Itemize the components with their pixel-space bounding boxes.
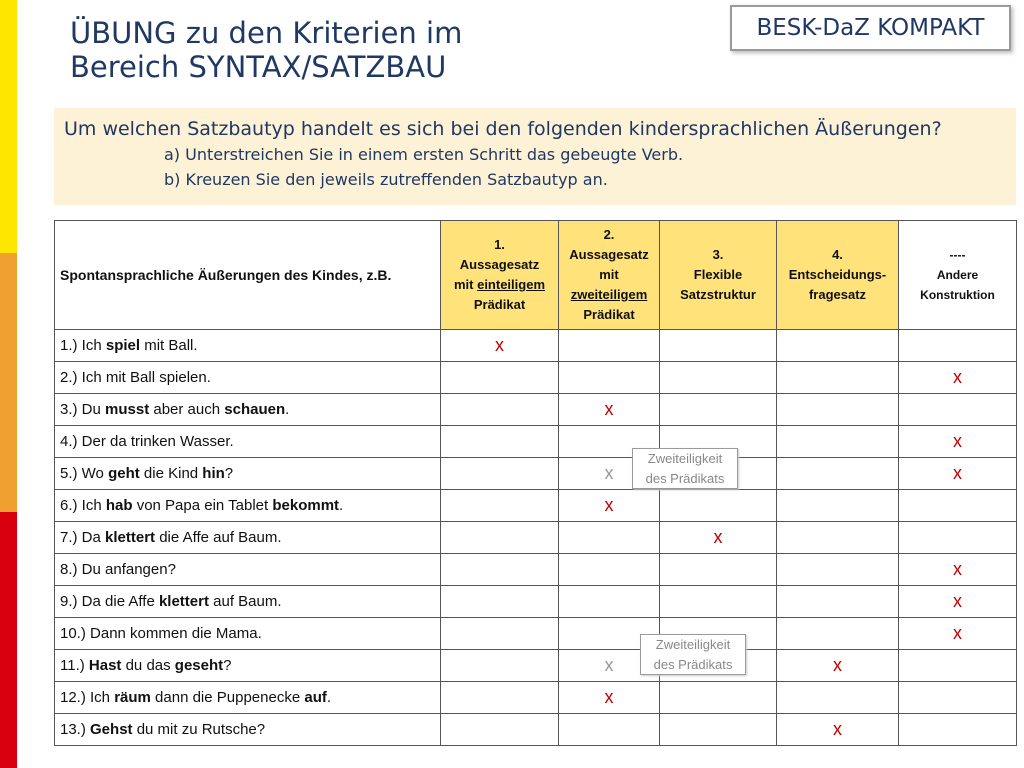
finite-verb: Gehst bbox=[90, 721, 133, 738]
table-row bbox=[55, 522, 1017, 554]
answer-cell-col-1 bbox=[441, 554, 559, 586]
answer-cell-col-4 bbox=[777, 330, 899, 362]
answer-cell-col-5 bbox=[899, 650, 1017, 682]
cross-mark: x bbox=[604, 399, 614, 419]
utterance-cell bbox=[55, 426, 441, 458]
utterance-text: . bbox=[326, 689, 332, 706]
utterance-text: 10.) Dann kommen die Mama. bbox=[60, 625, 262, 642]
stripe-red bbox=[0, 512, 17, 768]
table-row bbox=[55, 650, 1017, 682]
task-step-a: a) Unterstreichen Sie in einem ersten Schritt das gebeugte Verb. bbox=[164, 145, 684, 164]
page-title-line1: ÜBUNG zu den Kriterien im bbox=[70, 16, 463, 50]
utterance-text: 8.) Du anfangen? bbox=[60, 561, 176, 578]
utterance-cell bbox=[55, 362, 441, 394]
stripe-yellow bbox=[0, 0, 17, 253]
table-row bbox=[55, 458, 1017, 490]
answer-cell-col-1 bbox=[441, 586, 559, 618]
finite-verb: bekommt bbox=[272, 497, 340, 514]
header-col-2-line3: zweiteiligem bbox=[570, 287, 648, 302]
answer-cell-col-1 bbox=[441, 682, 559, 714]
answer-cell-col-3 bbox=[660, 554, 777, 586]
utterance-text: 13.) bbox=[60, 721, 91, 738]
answer-cell-col-5 bbox=[899, 458, 1017, 490]
answer-cell-col-5 bbox=[899, 554, 1017, 586]
utterance-cell bbox=[55, 554, 441, 586]
table-row bbox=[55, 330, 1017, 362]
cross-mark: x bbox=[604, 687, 614, 707]
answer-cell-col-5 bbox=[899, 330, 1017, 362]
utterance-text: 3.) Du bbox=[60, 401, 106, 418]
answer-cell-col-5 bbox=[899, 618, 1017, 650]
answer-cell-col-2 bbox=[559, 522, 660, 554]
answer-cell-col-3 bbox=[660, 362, 777, 394]
answer-cell-col-5 bbox=[899, 682, 1017, 714]
table-row bbox=[55, 618, 1017, 650]
header-col-2-line2: mit bbox=[599, 267, 619, 282]
utterance-cell bbox=[55, 586, 441, 618]
finite-verb: musst bbox=[105, 401, 150, 418]
finite-verb: hin bbox=[202, 465, 225, 482]
header-col-2-num: 2. bbox=[603, 227, 615, 242]
cross-mark: x bbox=[953, 559, 962, 579]
finite-verb: klettert bbox=[105, 529, 156, 546]
answer-cell-col-2 bbox=[559, 394, 660, 426]
header-col-5 bbox=[899, 221, 1017, 330]
finite-verb: spiel bbox=[105, 337, 141, 354]
answer-cell-col-4 bbox=[777, 426, 899, 458]
finite-verb: geseht bbox=[174, 657, 224, 674]
answer-cell-col-3 bbox=[660, 394, 777, 426]
answer-cell-col-4 bbox=[777, 554, 899, 586]
table-row bbox=[55, 682, 1017, 714]
header-col-3-line2: Satzstruktur bbox=[680, 287, 756, 302]
utterance-cell bbox=[55, 618, 441, 650]
utterance-cell bbox=[55, 330, 441, 362]
callout-note-1 bbox=[632, 448, 738, 489]
brand-badge: BESK-DaZ KOMPAKT bbox=[730, 5, 1011, 51]
answer-cell-col-3 bbox=[660, 490, 777, 522]
utterance-text: von Papa ein Tablet bbox=[132, 497, 273, 514]
utterance-cell bbox=[55, 458, 441, 490]
cross-mark-grey: x bbox=[604, 655, 614, 675]
finite-verb: auf bbox=[304, 689, 327, 706]
header-col-4-num: 4. bbox=[832, 247, 843, 262]
cross-mark: x bbox=[953, 623, 962, 643]
cross-mark: x bbox=[953, 463, 962, 483]
answer-cell-col-3 bbox=[660, 682, 777, 714]
answer-cell-col-3 bbox=[660, 330, 777, 362]
answer-cell-col-5 bbox=[899, 394, 1017, 426]
table-row bbox=[55, 426, 1017, 458]
stripe-orange bbox=[0, 253, 17, 512]
cross-mark: x bbox=[495, 335, 504, 355]
header-col-5-line1: Andere bbox=[936, 268, 979, 282]
finite-verb: klettert bbox=[158, 593, 209, 610]
utterance-text: die Affe auf Baum. bbox=[155, 529, 282, 546]
answer-cell-col-1 bbox=[441, 618, 559, 650]
utterance-text: auf Baum. bbox=[208, 593, 282, 610]
callout-note-2 bbox=[640, 634, 746, 675]
utterance-text: ? bbox=[224, 465, 234, 482]
utterance-cell bbox=[55, 394, 441, 426]
page-title-line2: Bereich SYNTAX/SATZBAU bbox=[70, 50, 447, 84]
utterance-text: 7.) Da bbox=[60, 529, 106, 546]
answer-cell-col-1 bbox=[441, 426, 559, 458]
header-row bbox=[55, 221, 1017, 330]
utterance-text: 9.) Da die Affe bbox=[60, 593, 159, 610]
answer-cell-col-4 bbox=[777, 650, 899, 682]
utterance-cell bbox=[55, 490, 441, 522]
header-col-3-num: 3. bbox=[712, 247, 724, 262]
answer-cell-col-5 bbox=[899, 426, 1017, 458]
header-col-3 bbox=[660, 221, 777, 330]
utterance-text: . bbox=[339, 497, 344, 514]
cross-mark: x bbox=[833, 655, 842, 675]
header-col-4-line1: Entscheidungs- bbox=[788, 267, 887, 282]
cross-mark: x bbox=[953, 431, 962, 451]
utterance-cell bbox=[55, 714, 441, 746]
utterance-text: ? bbox=[223, 657, 232, 674]
answer-cell-col-5 bbox=[899, 586, 1017, 618]
answer-cell-col-2 bbox=[559, 554, 660, 586]
answer-cell-col-1 bbox=[441, 394, 559, 426]
header-col-2-line1: Aussagesatz bbox=[569, 247, 649, 262]
finite-verb: hab bbox=[105, 497, 133, 514]
answer-cell-col-4 bbox=[777, 682, 899, 714]
header-col-4 bbox=[777, 221, 899, 330]
finite-verb: schauen bbox=[224, 401, 286, 418]
cross-mark: x bbox=[713, 527, 723, 547]
answer-cell-col-4 bbox=[777, 458, 899, 490]
table-row bbox=[55, 362, 1017, 394]
header-col-1 bbox=[441, 221, 559, 330]
utterance-cell bbox=[55, 522, 441, 554]
header-utterances: Spontansprachliche Äußerungen des Kindes, z.B. bbox=[55, 221, 441, 330]
answer-cell-col-2 bbox=[559, 586, 660, 618]
table-row bbox=[55, 394, 1017, 426]
callout-note-2-line1: Zweiteiligkeit bbox=[655, 637, 731, 652]
cross-mark: x bbox=[604, 495, 614, 515]
answer-cell-col-5 bbox=[899, 522, 1017, 554]
utterance-cell bbox=[55, 682, 441, 714]
answer-cell-col-1 bbox=[441, 330, 559, 362]
header-col-5-num: ---- bbox=[949, 248, 966, 262]
cross-mark-grey: x bbox=[604, 463, 614, 483]
header-col-5-line2: Konstruktion bbox=[920, 288, 995, 302]
answer-cell-col-4 bbox=[777, 362, 899, 394]
utterance-text: 11.) bbox=[60, 657, 89, 674]
header-col-1-line3: Prädikat bbox=[473, 297, 526, 312]
answer-cell-col-5 bbox=[899, 490, 1017, 522]
answer-cell-col-2 bbox=[559, 330, 660, 362]
table-row bbox=[55, 554, 1017, 586]
table-row bbox=[55, 586, 1017, 618]
header-col-2-line4: Prädikat bbox=[583, 307, 635, 322]
answer-cell-col-1 bbox=[441, 490, 559, 522]
task-box bbox=[54, 108, 1016, 205]
answer-cell-col-4 bbox=[777, 522, 899, 554]
answer-cell-col-2 bbox=[559, 490, 660, 522]
answer-cell-col-1 bbox=[441, 458, 559, 490]
utterance-text: du mit zu Rutsche? bbox=[132, 721, 266, 738]
table-body bbox=[55, 330, 1017, 746]
answer-cell-col-1 bbox=[441, 362, 559, 394]
header-col-1-line1: Aussagesatz bbox=[459, 257, 540, 272]
answer-cell-col-2 bbox=[559, 362, 660, 394]
header-col-1-line2u: einteiligem bbox=[477, 277, 546, 292]
utterance-text: 4.) Der da trinken Wasser. bbox=[60, 433, 234, 450]
utterance-text: aber auch bbox=[149, 401, 225, 418]
cross-mark: x bbox=[953, 367, 962, 387]
answer-cell-col-4 bbox=[777, 490, 899, 522]
header-col-1-line2a: mit bbox=[453, 277, 478, 292]
task-question: Um welchen Satzbautyp handelt es sich bei den folgenden kindersprachlichen Äußerungen? bbox=[64, 118, 942, 140]
table-row bbox=[55, 714, 1017, 746]
utterance-text: du das bbox=[121, 657, 175, 674]
exercise-table bbox=[54, 220, 1017, 746]
answer-cell-col-4 bbox=[777, 586, 899, 618]
table-row bbox=[55, 490, 1017, 522]
utterance-text: 2.) Ich mit Ball spielen. bbox=[60, 369, 211, 386]
header-col-3-line1: Flexible bbox=[693, 267, 743, 282]
answer-cell-col-5 bbox=[899, 714, 1017, 746]
finite-verb: Hast bbox=[88, 657, 122, 674]
answer-cell-col-1 bbox=[441, 522, 559, 554]
header-col-2 bbox=[559, 221, 660, 330]
utterance-cell bbox=[55, 650, 441, 682]
utterance-text: die Kind bbox=[139, 465, 203, 482]
page-title bbox=[70, 16, 462, 84]
answer-cell-col-3 bbox=[660, 586, 777, 618]
header-col-4-line2: fragesatz bbox=[808, 287, 867, 302]
answer-cell-col-4 bbox=[777, 394, 899, 426]
header-col-1-num: 1. bbox=[494, 237, 505, 252]
cross-mark: x bbox=[833, 719, 842, 739]
finite-verb: geht bbox=[108, 465, 140, 482]
cross-mark: x bbox=[953, 591, 962, 611]
utterance-text: dann die Puppenecke bbox=[150, 689, 305, 706]
answer-cell-col-4 bbox=[777, 714, 899, 746]
utterance-text: 12.) Ich bbox=[60, 689, 115, 706]
answer-cell-col-4 bbox=[777, 618, 899, 650]
callout-note-1-line1: Zweiteiligkeit bbox=[647, 451, 723, 466]
utterance-text: 6.) Ich bbox=[60, 497, 106, 514]
answer-cell-col-3 bbox=[660, 714, 777, 746]
utterance-text: 5.) Wo bbox=[60, 465, 109, 482]
answer-cell-col-3 bbox=[660, 522, 777, 554]
utterance-text: 1.) Ich bbox=[60, 337, 106, 354]
task-step-b: b) Kreuzen Sie den jeweils zutreffenden Satzbautyp an. bbox=[164, 170, 608, 189]
finite-verb: räum bbox=[114, 689, 151, 706]
answer-cell-col-5 bbox=[899, 362, 1017, 394]
answer-cell-col-2 bbox=[559, 714, 660, 746]
answer-cell-col-1 bbox=[441, 650, 559, 682]
callout-note-2-line2: des Prädikats bbox=[653, 657, 733, 672]
callout-note-1-line2: des Prädikats bbox=[645, 471, 725, 486]
utterance-text: . bbox=[285, 401, 290, 418]
answer-cell-col-1 bbox=[441, 714, 559, 746]
answer-cell-col-2 bbox=[559, 682, 660, 714]
utterance-text: mit Ball. bbox=[140, 337, 198, 354]
